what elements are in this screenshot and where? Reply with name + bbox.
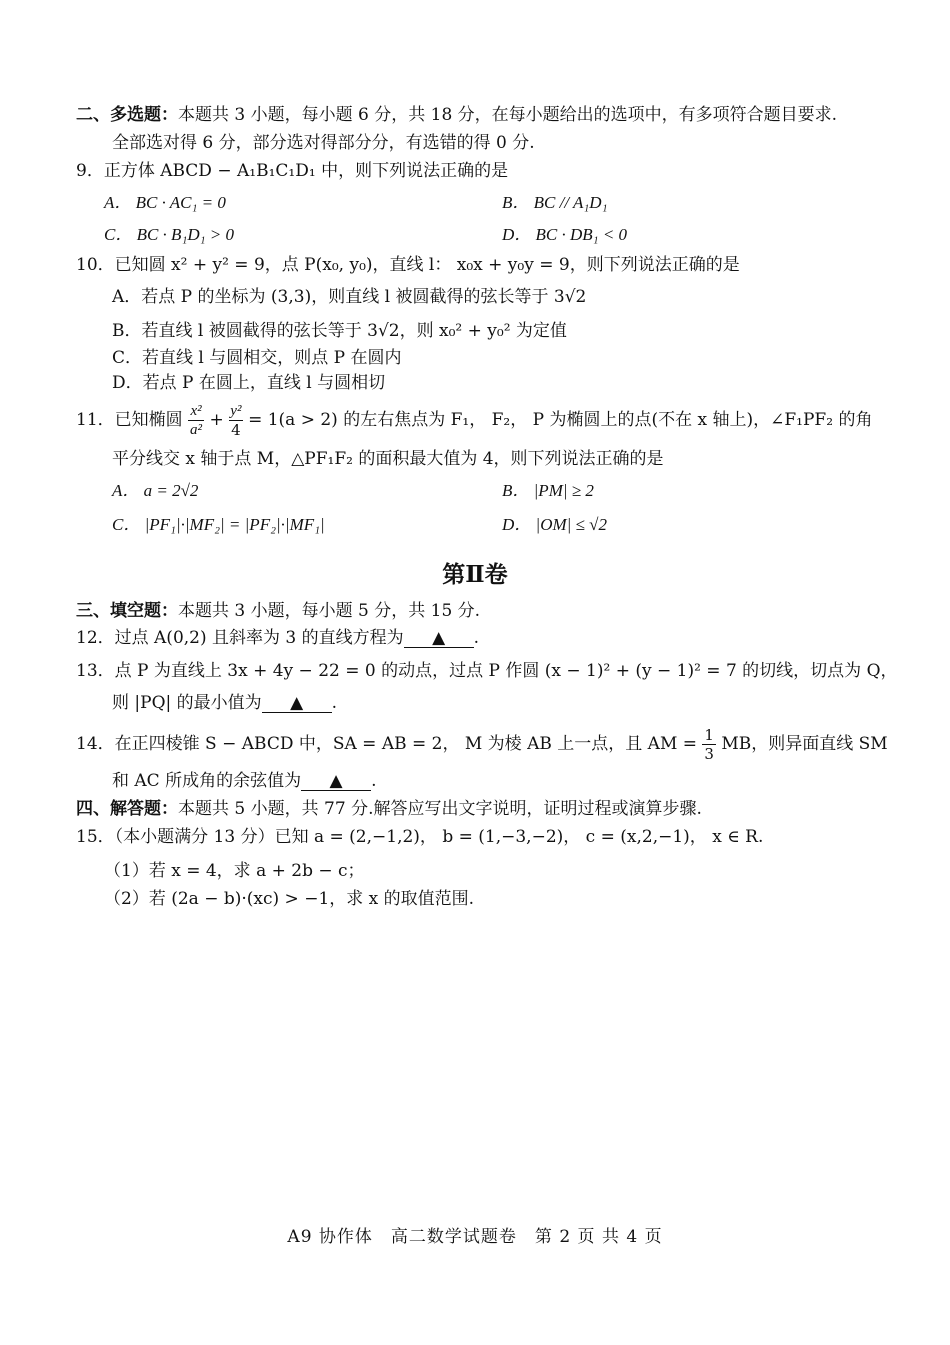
q9-option-b: B． BC // A₁D₁ [502,193,608,212]
q14-frac-den: 3 [704,745,714,763]
q14-line1 [76,722,888,766]
section2-text2: 全部选对得 6 分，部分选对得部分分，有选错的得 0 分. [112,133,535,153]
q10-option-a: A．若点 P 的坐标为 (3,3)，则直线 l 被圆截得的弦长等于 3√2 [112,287,587,307]
q11-frac1-num: x² [190,403,202,419]
q14-line2 [112,770,377,792]
q11-frac1-den: a² [190,422,203,438]
q12-end: . [473,628,480,648]
q14-end: . [371,771,377,791]
q11-stem-prefix: 11．已知椭圆 [76,410,183,430]
q11-stem-suffix: = 1(a > 2) 的左右焦点为 F₁， F₂， P 为椭圆上的点(不在 x 轴上)，∠F₁PF₂ 的角 [248,410,873,430]
q13-line2 [112,692,337,714]
q11-frac2-den: 4 [231,421,241,439]
section2-text1: 本题共 3 小题，每小题 6 分，共 18 分，在每小题给出的选项中，有多项符合题目要求. [178,105,838,125]
part2-title: 第Ⅱ卷 [442,561,508,588]
q10-option-d: D．若点 P 在圆上，直线 l 与圆相切 [112,373,386,393]
q13-end: . [331,693,338,713]
section3-line [76,600,480,622]
q14-suffix: MB，则异面直线 SM [721,734,888,754]
section4-text: 本题共 5 小题，共 77 分.解答应写出文字说明，证明过程或演算步骤. [178,799,702,819]
q9-stem: 9．正方体 ABCD − A₁B₁C₁D₁ 中，则下列说法正确的是 [76,161,509,181]
q15-part2: （2）若 (2a − b)·(xc) > −1，求 x 的取值范围. [104,889,475,909]
q11-option-a: A． a = 2√2 [112,481,199,500]
section2-heading: 二、多选题： [76,105,178,125]
q9-option-c: C． BC · B₁D₁ > 0 [104,225,235,244]
q15-part1: （1）若 x = 4，求 a + 2b − c； [104,861,365,881]
q11-option-b: B． |PM| ≥ 2 [502,481,594,500]
page-footer: A9 协作体 高二数学试题卷 第 2 页 共 4 页 [287,1227,663,1247]
section4-heading: 四、解答题： [76,799,178,819]
q14-answer-blank[interactable]: ▲ [301,772,371,791]
section3-text: 本题共 3 小题，每小题 5 分，共 15 分. [178,601,481,621]
q11-option-d: D． |OM| ≤ √2 [502,515,607,534]
q13-line2-text: 则 |PQ| 的最小值为 [112,693,262,713]
q12-answer-blank[interactable]: ▲ [404,629,474,648]
q9-option-a: A． BC · AC₁ = 0 [104,193,226,212]
q14-prefix: 14．在正四棱锥 S − ABCD 中，SA = AB = 2， M 为棱 AB 上一点，且 AM = [76,734,697,754]
q12-line [76,627,479,649]
q11-stem-line1: 11．已知椭圆 $\frac{\text{x²}}{\text{a²}}$ + $\frac{\text{y²}}{4}$ = 1(a > 2) 的左右焦点为 F₁， F₂， P 为椭圆上的点(不在 x 轴上)，∠F₁PF₂ 的角 [76,403,873,439]
q11-stem-line2: 平分线交 x 轴于点 M，△PF₁F₂ 的面积最大值为 4，则下列说法正确的是 [112,449,664,469]
q15-stem: 15．（本小题满分 13 分）已知 a = (2,−1,2)， b = (1,−3,−2)， c = (x,2,−1)， x ∈ R. [76,827,764,847]
section4-line [76,798,702,820]
q14-frac-num: 1 [704,726,714,744]
q13-answer-blank[interactable]: ▲ [262,694,332,713]
q14-line2-text: 和 AC 所成角的余弦值为 [112,771,302,791]
q11-fraction-1 [188,402,204,439]
q12-text: 12．过点 A(0,2) 且斜率为 3 的直线方程为 [76,628,404,648]
section2-line1 [76,104,837,126]
q10-option-c: C．若直线 l 与圆相交，则点 P 在圆内 [112,348,402,368]
q10-stem: 10．已知圆 x² + y² = 9，点 P(x₀, y₀)，直线 l： x₀x + y₀y = 9，则下列说法正确的是 [76,255,740,275]
q11-option-c: C． |PF₁|·|MF₂| = |PF₂|·|MF₁| [112,515,325,534]
section3-heading: 三、填空题： [76,601,178,621]
q11-fraction-2 [229,402,243,439]
q11-frac2-num: y² [230,403,242,419]
q13-text: 13．点 P 为直线上 3x + 4y − 22 = 0 的动点，过点 P 作圆 (x − 1)² + (y − 1)² = 7 的切线，切点为 Q， [76,661,898,681]
q9-option-d: D． BC · DB₁ < 0 [502,225,628,244]
q14-fraction [702,726,716,763]
q10-option-b: B．若直线 l 被圆截得的弦长等于 3√2，则 x₀² + y₀² 为定值 [112,321,567,341]
